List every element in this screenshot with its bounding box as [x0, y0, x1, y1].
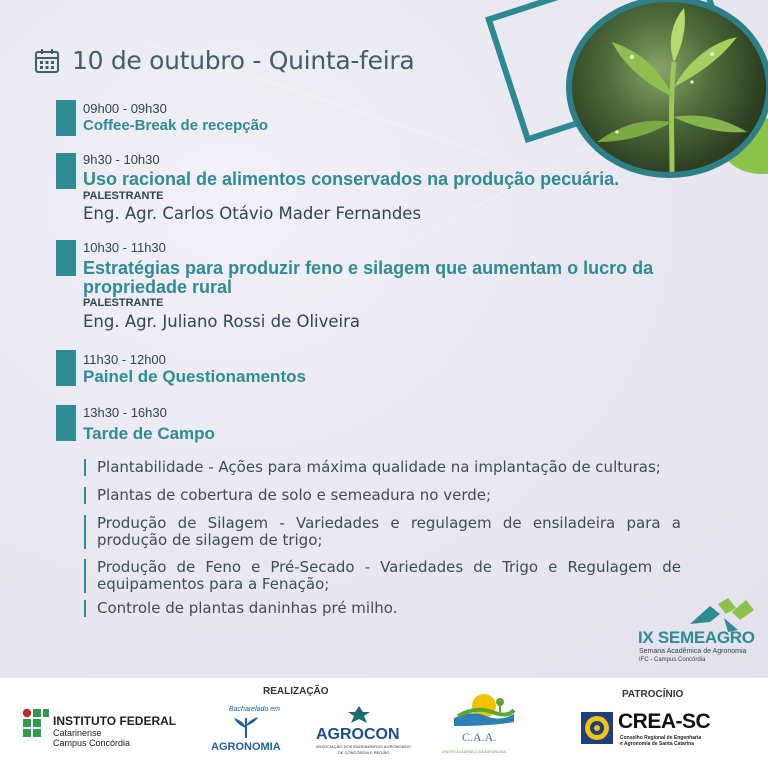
- agrocon-name: AGROCON: [316, 726, 400, 743]
- schedule-time: 09h00 - 09h30: [83, 101, 167, 116]
- topic-item: Plantas de cobertura de solo e semeadura no verde;: [84, 487, 681, 504]
- schedule-title: Tarde de Campo: [83, 424, 215, 443]
- ifc-line2: Catarinense: [53, 728, 102, 738]
- ifc-line3: Campus Concórdia: [53, 738, 131, 748]
- caa-desc: CENTRO ACADÊMICO DA AGRONOMIA: [441, 750, 506, 754]
- agronomia-arc-text: Bacharelado em: [229, 706, 280, 713]
- schedule-time: 11h30 - 12h00: [83, 352, 166, 367]
- crea-name: CREA-SC: [618, 710, 711, 733]
- calendar-icon: [34, 48, 60, 74]
- schedule-title: Painel de Questionamentos: [83, 367, 306, 386]
- topic-item: Plantabilidade - Ações para máxima qualidade na implantação de culturas;: [84, 459, 681, 476]
- footer: [0, 678, 768, 768]
- event-logo-title: IX SEMEAGRO: [638, 628, 755, 647]
- crea-desc2: e Agronomia de Santa Catarina: [620, 741, 694, 747]
- schedule-marker: [56, 405, 76, 441]
- topic-item: Produção de Silagem - Variedades e regulagem de ensiladeira para a produção de silagem de trigo;: [84, 515, 681, 549]
- speaker-label: PALESTRANTE: [83, 190, 164, 202]
- topic-item: Produção de Feno e Pré-Secado - Variedades de Trigo e Regulagem de equipamentos para a Fenação;: [84, 559, 681, 593]
- caa-logo-icon: [452, 692, 516, 728]
- schedule-marker: [56, 100, 76, 136]
- schedule-marker: [56, 240, 76, 276]
- ifc-name: INSTITUTO FEDERAL: [53, 714, 177, 728]
- agrocon-logo-icon: [346, 704, 372, 726]
- schedule-title: Estratégias para produzir feno e silagem que aumentam o lucro da: [83, 258, 654, 278]
- agronomia-logo-text: AGRONOMIA: [211, 741, 281, 753]
- agronomia-logo-icon: [230, 716, 262, 740]
- page-title: 10 de outubro - Quinta-feira: [72, 46, 415, 75]
- realizacao-label: REALIZAÇÃO: [263, 686, 329, 697]
- speaker-label: PALESTRANTE: [83, 297, 164, 309]
- crea-seal-icon: [580, 711, 614, 745]
- plant-photo: [566, 0, 768, 178]
- topic-item: Controle de plantas daninhas pré milho.: [84, 600, 681, 617]
- schedule-marker: [56, 350, 76, 386]
- schedule-time: 13h30 - 16h30: [83, 405, 167, 420]
- speaker-name: Eng. Agr. Juliano Rossi de Oliveira: [83, 312, 361, 331]
- schedule-title: Coffee-Break de recepção: [83, 117, 269, 134]
- schedule-marker: [56, 153, 76, 189]
- agrocon-desc2: DE CONCÓRDIA E REGIÃO: [338, 750, 390, 755]
- schedule-title: Uso racional de alimentos conservados na produção pecuária.: [83, 169, 620, 189]
- ifc-logo-icon: [22, 708, 50, 744]
- schedule-title-continued: propriedade rural: [83, 277, 233, 297]
- caa-name: C.A.A.: [462, 730, 497, 744]
- event-logo-campus: IFC - Campus Concórdia: [639, 657, 706, 663]
- schedule-time: 10h30 - 11h30: [83, 240, 166, 255]
- patrocinio-label: PATROCÍNIO: [622, 689, 684, 700]
- crea-desc: Conselho Regional de Engenharia: [620, 735, 702, 741]
- schedule-time: 9h30 - 10h30: [83, 152, 160, 167]
- agrocon-desc: ASSOCIAÇÃO DOS ENGENHEIROS AGRÔNOMOS: [316, 744, 411, 749]
- event-logo-subtitle: Semana Acadêmica de Agronomia: [639, 648, 747, 655]
- speaker-name: Eng. Agr. Carlos Otávio Mader Fernandes: [83, 204, 422, 223]
